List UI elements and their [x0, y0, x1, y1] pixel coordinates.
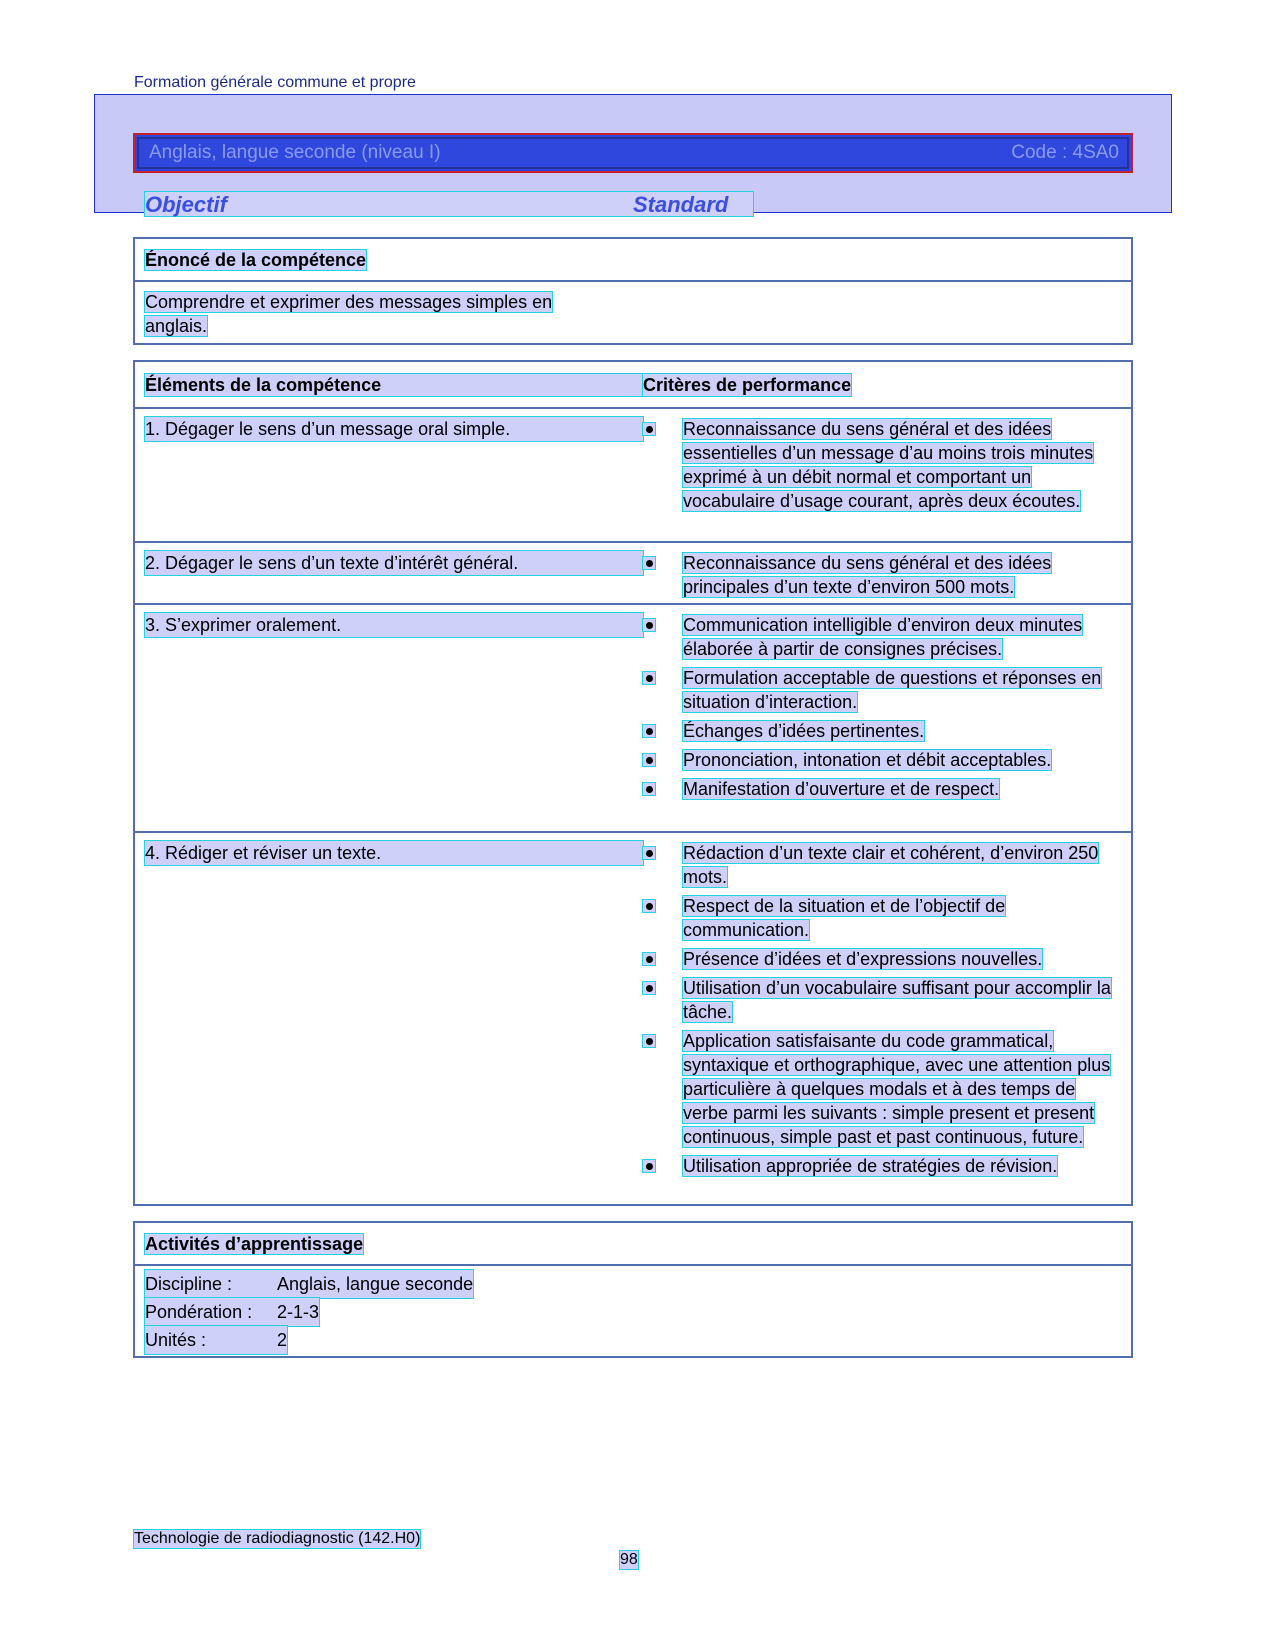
activites-heading: Activités d’apprentissage [145, 1234, 364, 1254]
element-row [135, 605, 1131, 833]
bullet-icon [643, 557, 655, 569]
criteria-text: Présence d’idées et d’expressions nouvelles. [683, 949, 1043, 969]
course-code [1011, 142, 1119, 164]
code-label: Code : [1011, 142, 1068, 163]
criteria-text: Échanges d’idées pertinentes. [683, 721, 925, 741]
criteria-item [643, 976, 1113, 1024]
criteria-item [643, 777, 1113, 801]
criteria-item [643, 719, 1113, 743]
page-header: Formation générale commune et propre [134, 74, 416, 91]
criteria-text: Manifestation d’ouverture et de respect. [683, 779, 1000, 799]
criteria-item [643, 1154, 1113, 1178]
criteria-text: Utilisation d’un vocabulaire suffisant pour accomplir la tâche. [683, 978, 1111, 1022]
criteria-item [643, 1029, 1113, 1149]
element-row [135, 409, 1131, 543]
bullet-icon [643, 1160, 655, 1172]
criteria-item [643, 666, 1113, 714]
enonce-box [133, 237, 1133, 345]
criteria-list [643, 551, 1113, 604]
bullet-icon [643, 423, 655, 435]
element-text: 4. Rédiger et réviser un texte. [145, 841, 643, 865]
elements-heading: Éléments de la compétence [145, 374, 643, 396]
page-number: 98 [620, 1551, 638, 1568]
discipline-label: Discipline : [145, 1274, 233, 1294]
criteria-list [643, 613, 1113, 806]
ponderation-value: 2-1-3 [277, 1302, 320, 1322]
criteria-item [643, 613, 1113, 661]
criteria-list [643, 417, 1113, 518]
bullet-icon [643, 619, 655, 631]
criteria-item [643, 748, 1113, 772]
element-row [135, 543, 1131, 605]
enonce-text-line-1: Comprendre et exprimer des messages simples en [145, 292, 553, 312]
ponderation-label: Pondération : [145, 1302, 253, 1322]
criteria-list [643, 841, 1113, 1183]
objectif-label: Objectif [145, 192, 227, 217]
course-title: Anglais, langue seconde (niveau I) [149, 142, 441, 163]
unites-row [145, 1326, 1121, 1354]
element-text: 2. Dégager le sens d’un texte d’intérêt général. [145, 551, 643, 575]
bullet-icon [643, 953, 655, 965]
standard-label: Standard [633, 192, 729, 217]
objectif-standard-row [145, 192, 753, 216]
discipline-row [145, 1270, 1121, 1298]
bullet-icon [643, 754, 655, 766]
code-value: 4SA0 [1072, 142, 1119, 163]
criteria-text: Communication intelligible d’environ deux minutes élaborée à partir de consignes précises. [683, 615, 1083, 659]
bullet-icon [643, 847, 655, 859]
criteria-text: Rédaction d’un texte clair et cohérent, d’environ 250 mots. [683, 843, 1099, 887]
criteria-text: Utilisation appropriée de stratégies de révision. [683, 1156, 1058, 1176]
criteria-item [643, 551, 1113, 599]
bullet-icon [643, 1035, 655, 1047]
criteria-heading: Critères de performance [643, 375, 852, 395]
enonce-heading: Énoncé de la compétence [145, 250, 367, 270]
criteria-text: Formulation acceptable de questions et réponses en situation d’interaction. [683, 668, 1102, 712]
footer-program: Technologie de radiodiagnostic (142.H0) [134, 1530, 421, 1547]
bullet-icon [643, 725, 655, 737]
unites-value: 2 [277, 1330, 288, 1350]
criteria-text: Reconnaissance du sens général et des idées essentielles d’un message d’au moins trois minutes exprimé à un débit normal et comportant un vocabulaire d’usage courant, après deux écoutes. [683, 419, 1094, 511]
discipline-value: Anglais, langue seconde [277, 1274, 474, 1294]
ponderation-row [145, 1298, 1121, 1326]
criteria-item [643, 894, 1113, 942]
criteria-text: Prononciation, intonation et débit acceptables. [683, 750, 1052, 770]
bullet-icon [643, 672, 655, 684]
criteria-item [643, 947, 1113, 971]
bullet-icon [643, 783, 655, 795]
bullet-icon [643, 982, 655, 994]
criteria-text: Respect de la situation et de l’objectif de communication. [683, 896, 1006, 940]
criteria-item [643, 841, 1113, 889]
criteria-text: Application satisfaisante du code grammatical, syntaxique et orthographique, avec une attention plus particulière à quelques modals et à des temps de verbe parmi les suivants : simple present et present continuous, simple past et past continuous, future. [683, 1031, 1111, 1147]
bullet-icon [643, 900, 655, 912]
element-text: 1. Dégager le sens d’un message oral simple. [145, 417, 643, 441]
unites-label: Unités : [145, 1330, 207, 1350]
criteria-text: Reconnaissance du sens général et des idées principales d’un texte d’environ 500 mots. [683, 553, 1052, 597]
criteria-item [643, 417, 1113, 513]
enonce-text-line-2: anglais. [145, 316, 208, 336]
element-text: 3. S’exprimer oralement. [145, 613, 643, 637]
element-row [135, 833, 1131, 1203]
elements-criteria-box [133, 360, 1133, 1206]
activites-box [133, 1221, 1133, 1358]
course-title-bar [133, 133, 1133, 173]
